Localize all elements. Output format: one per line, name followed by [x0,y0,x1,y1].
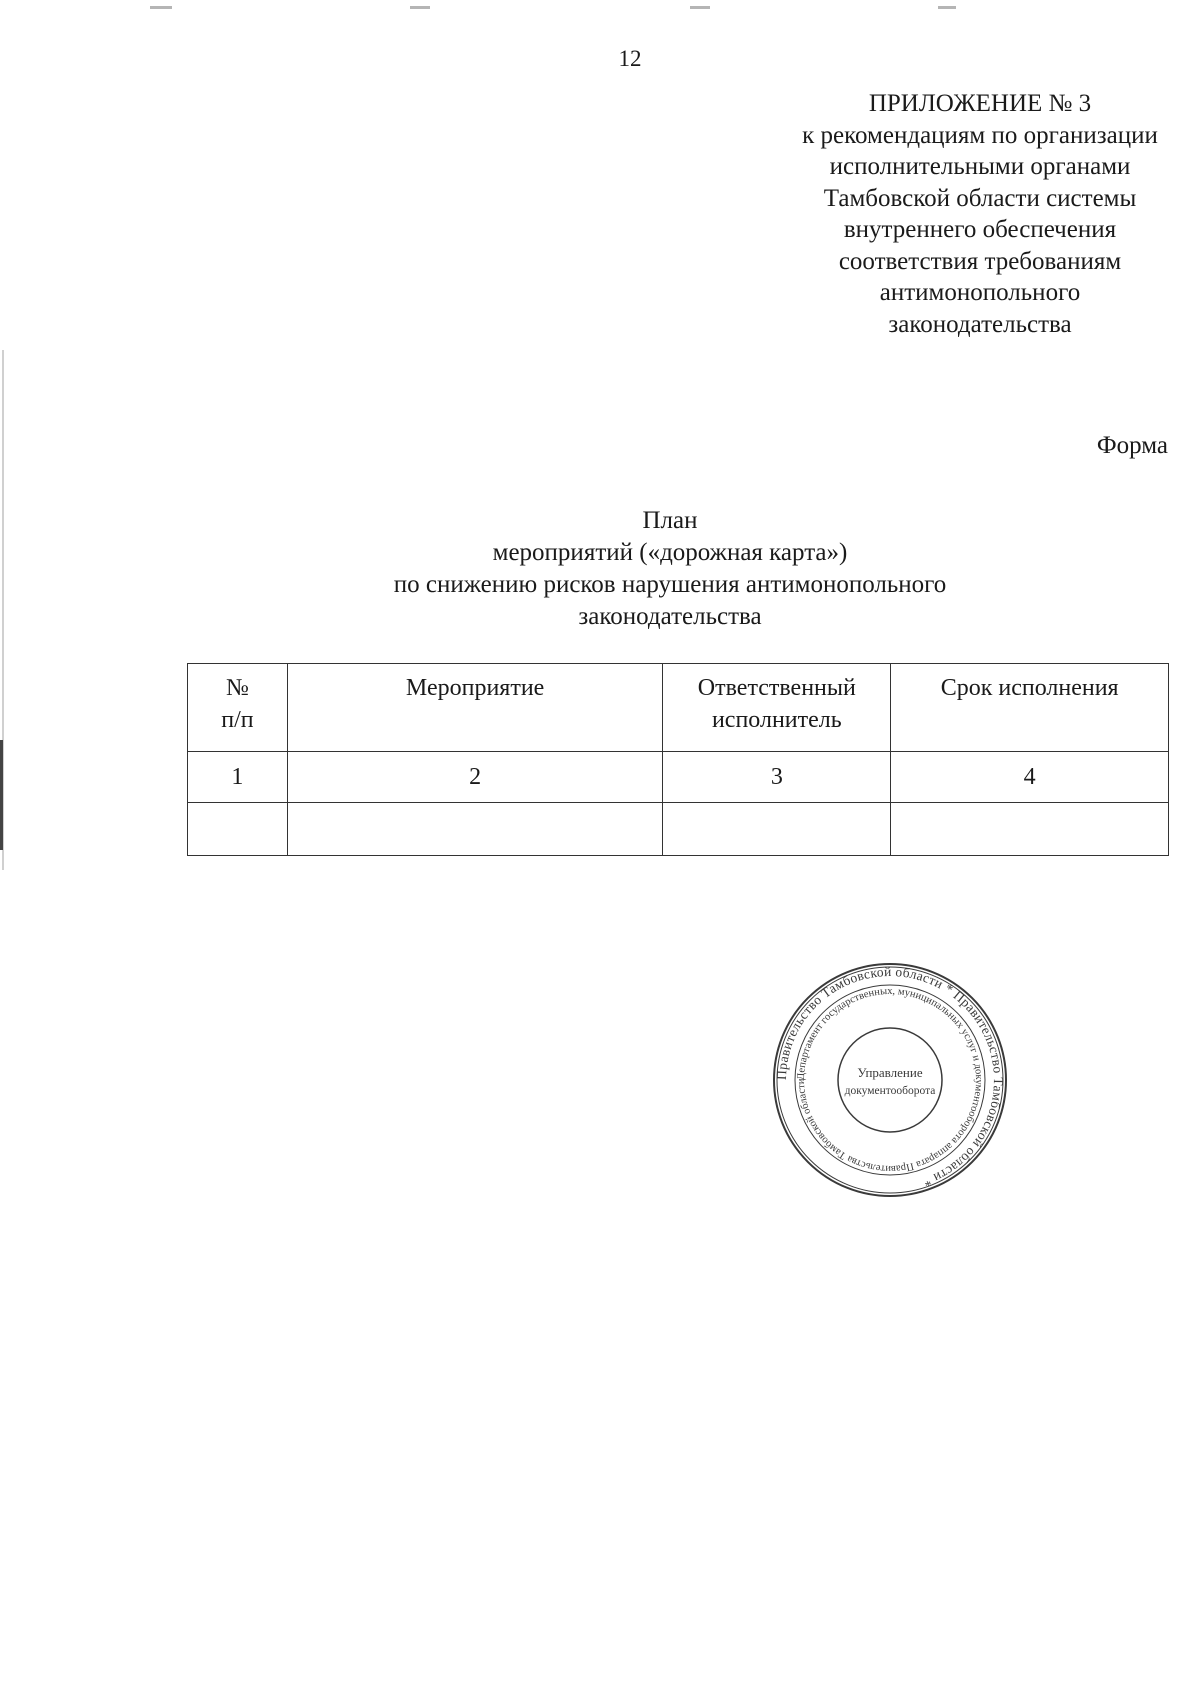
plan-title [180,505,1160,633]
header-responsible [663,664,891,752]
table-row [188,803,1169,856]
table-header-row [188,664,1169,752]
appendix-line: антимонопольного [879,279,1081,306]
plan-title-line: План [642,507,698,534]
appendix-line: исполнительными органами [829,153,1131,180]
header-responsible-line: Ответственный [697,675,856,701]
column-number-row [188,752,1169,803]
column-number-cell: 3 [663,752,891,803]
stamp-middle-ring [795,985,985,1175]
appendix-line: к рекомендациям по организации [802,121,1158,149]
stamp-outer-text-path: Правительство Тамбовской области * Правительство Тамбовской области * [773,963,1007,1191]
header-responsible-line: исполнитель [711,707,842,733]
stamp-center-line: Управление [857,1065,923,1080]
scan-mark [938,6,956,9]
table-cell [891,803,1169,856]
appendix-line: внутреннего обеспечения [843,216,1117,243]
column-number-cell: 4 [891,752,1169,803]
appendix-heading: ПРИЛОЖЕНИЕ № 3 [868,90,1092,117]
header-number-symbol: № [225,675,249,701]
plan-table [187,663,1169,856]
table-cell [188,803,288,856]
scan-mark [150,6,172,9]
stamp-middle-text [796,986,984,1174]
header-number [188,664,288,752]
official-stamp [770,960,1010,1200]
table-cell [663,803,891,856]
column-number-cell: 1 [188,752,288,803]
appendix-line: соответствия требованиям [838,247,1122,275]
appendix-line: законодательства [888,310,1072,338]
plan-title-line: законодательства [578,603,762,630]
scan-edge [0,740,3,850]
form-label: Форма [1096,432,1168,459]
table-cell [287,803,663,856]
page-number: 12 [618,46,642,71]
stamp-middle-text-path: Департамент государственных, муниципальных услуг и документооборота аппарата Правительства Тамбовской области [795,985,985,1175]
appendix-line: Тамбовской области системы [823,184,1137,212]
plan-title-line: по снижению рисков нарушения антимонопольного [393,571,947,598]
plan-title-line: мероприятий («дорожная карта») [492,539,848,566]
header-event: Мероприятие [287,664,663,752]
scan-mark [410,6,430,9]
header-number-abbrev: п/п [221,707,254,733]
appendix-block [700,88,1200,340]
scan-mark [690,6,710,9]
column-number-cell: 2 [287,752,663,803]
stamp-center-line: документооборота [844,1085,936,1097]
stamp-inner-ring [838,1028,942,1132]
header-deadline: Срок исполнения [891,664,1169,752]
